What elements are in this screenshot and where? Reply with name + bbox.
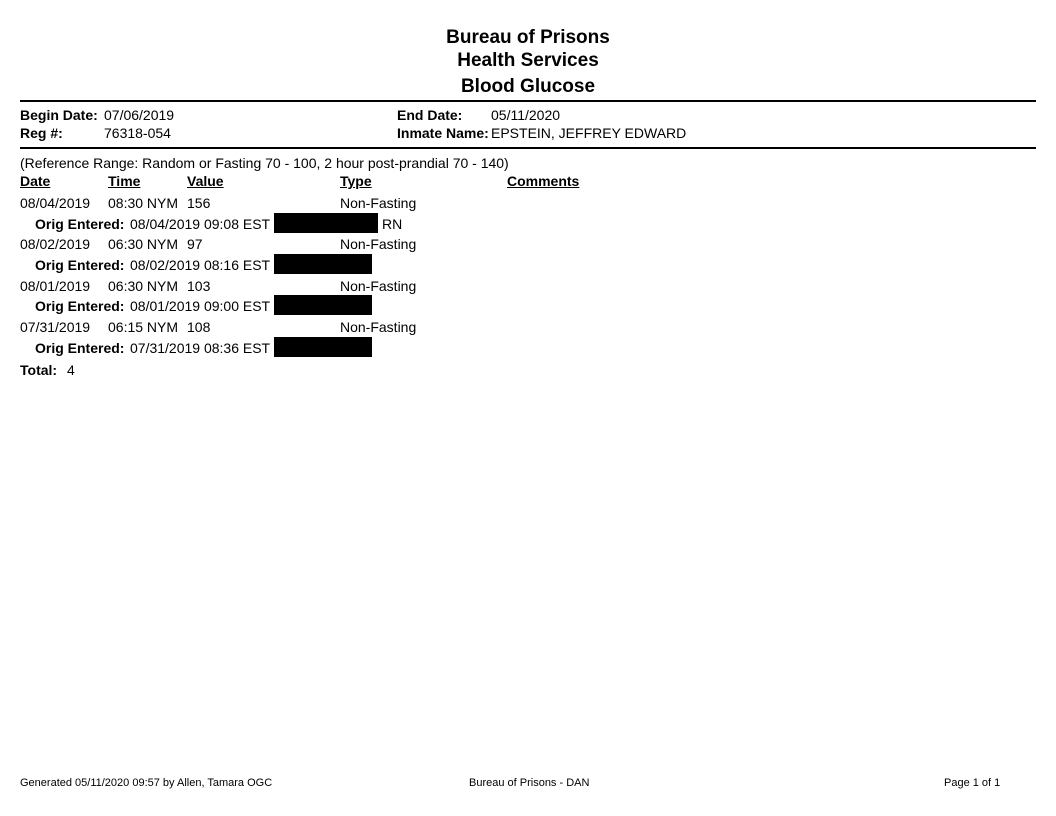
orig-entered-value: 08/01/2019 09:00 EST xyxy=(130,298,271,315)
row-type: Non-Fasting xyxy=(340,318,417,335)
row-value: 156 xyxy=(187,195,211,211)
end-date-label: End Date: xyxy=(397,107,463,123)
col-value: Value xyxy=(187,173,224,189)
row-time: 06:30 NYM xyxy=(108,277,179,294)
inmate-name-value: EPSTEIN, JEFFREY EDWARD xyxy=(491,125,687,141)
footer-center: Bureau of Prisons - DAN xyxy=(469,777,590,789)
row-date: 08/04/2019 xyxy=(20,195,91,211)
orig-entered-value: 07/31/2019 08:36 EST xyxy=(130,339,271,356)
row-value: 108 xyxy=(187,318,211,335)
orig-entered-label: Orig Entered: xyxy=(35,339,125,356)
redaction-box xyxy=(274,254,372,274)
col-type: Type xyxy=(340,173,372,189)
redaction-box xyxy=(274,337,372,357)
row-type: Non-Fasting xyxy=(340,195,417,211)
end-date-value: 05/11/2020 xyxy=(491,107,561,123)
header-divider xyxy=(20,100,1036,102)
begin-date-label: Begin Date: xyxy=(20,107,98,123)
redaction-box xyxy=(274,213,378,233)
orig-entered-label: Orig Entered: xyxy=(35,256,125,273)
row-date: 08/02/2019 xyxy=(20,236,91,253)
row-type: Non-Fasting xyxy=(340,236,417,253)
row-time: 06:15 NYM xyxy=(108,318,179,335)
title-agency: Bureau of Prisons xyxy=(446,27,610,48)
orig-entered-value: 08/04/2019 09:08 EST xyxy=(130,215,271,232)
inmate-name-label: Inmate Name: xyxy=(397,125,489,141)
row-value: 103 xyxy=(187,277,211,294)
reg-value: 76318-054 xyxy=(104,125,171,141)
footer-page: Page 1 of 1 xyxy=(944,777,1001,789)
total-label: Total: xyxy=(20,362,58,378)
row-value: 97 xyxy=(187,236,203,253)
begin-date-value: 07/06/2019 xyxy=(104,107,175,123)
info-divider xyxy=(20,147,1036,149)
reference-range: (Reference Range: Random or Fasting 70 - 100, 2 hour post-prandial 70 - 140) xyxy=(20,155,509,171)
row-time: 06:30 NYM xyxy=(108,236,179,253)
report-title: Blood Glucose xyxy=(460,76,596,97)
orig-entered-label: Orig Entered: xyxy=(35,215,125,232)
orig-entered-label: Orig Entered: xyxy=(35,298,125,315)
redaction-box xyxy=(274,295,372,315)
footer-generated: Generated 05/11/2020 09:57 by Allen, Tamara OGC xyxy=(20,777,273,789)
col-comments: Comments xyxy=(507,173,580,189)
title-department: Health Services xyxy=(457,50,599,71)
row-date: 07/31/2019 xyxy=(20,318,91,335)
row-type: Non-Fasting xyxy=(340,277,417,294)
col-date: Date xyxy=(20,173,51,189)
entered-by-role: RN xyxy=(382,215,403,232)
total-value: 4 xyxy=(67,362,75,378)
orig-entered-value: 08/02/2019 08:16 EST xyxy=(130,256,271,273)
row-time: 08:30 NYM xyxy=(108,195,179,211)
col-time: Time xyxy=(108,173,141,189)
reg-label: Reg #: xyxy=(20,125,63,141)
row-date: 08/01/2019 xyxy=(20,277,91,294)
